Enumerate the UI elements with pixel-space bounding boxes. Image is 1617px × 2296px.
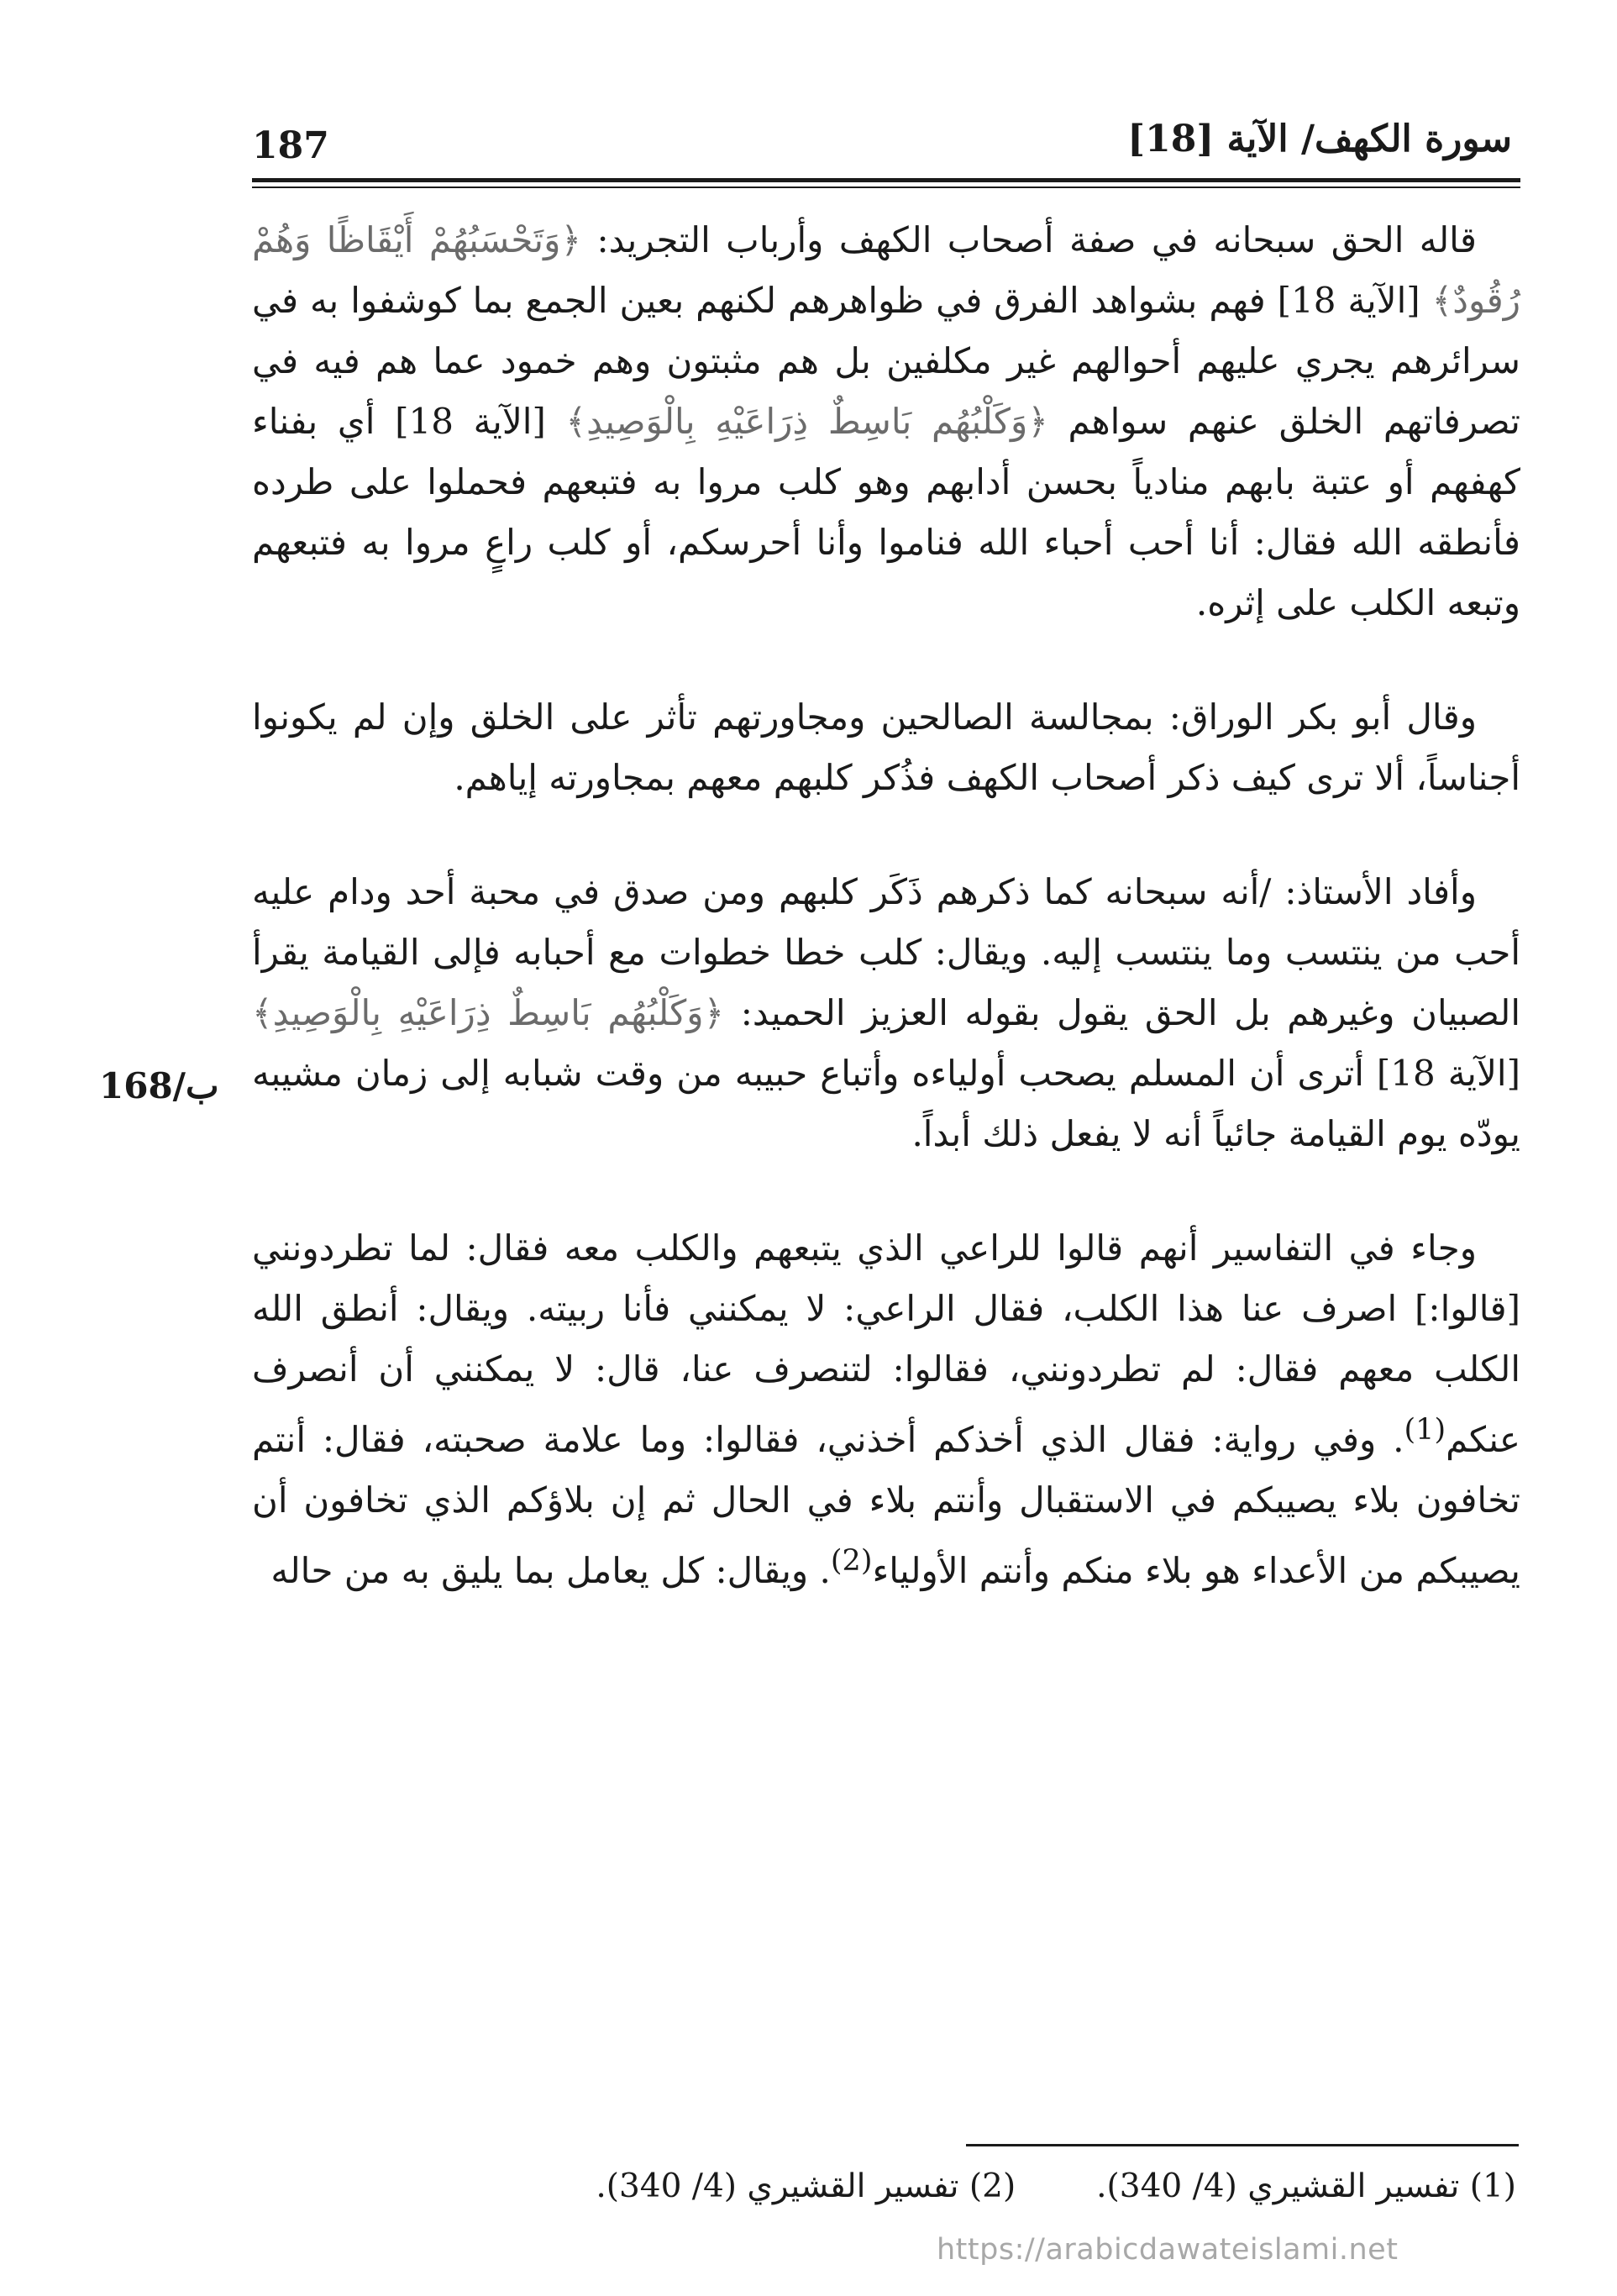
paragraph-text: [الآية 18] أي بفناء كهفهم أو عتبة بابهم منادياً بحسن أدابهم وهو كلب مروا به فتبعهم فحملوا على طرده فأنطقه الله فقال: أنا أحب أحباء الله فناموا وأنا أحرسكم، أو كلب راعٍ مروا به فتبعهم وتبعه الكلب على إثره.	[252, 401, 1520, 623]
paragraph-text: قاله الحق سبحانه في صفة أصحاب الكهف وأرباب التجريد:	[581, 219, 1477, 260]
manuscript-folio-marker: 168/ب	[99, 1065, 219, 1106]
header-rule-thin	[252, 187, 1520, 188]
footnote-separator	[966, 2144, 1519, 2146]
footnote-2: (2) تفسير القشيري (4/ 340).	[596, 2167, 1016, 2205]
footnote-ref[interactable]: (1)	[1404, 1413, 1446, 1447]
footnote-ref[interactable]: (2)	[830, 1544, 873, 1578]
quran-verse: ﴿وَكَلْبُهُم بَاسِطٌ ذِرَاعَيْهِ بِالْوَصِيدِ﴾	[565, 401, 1048, 442]
source-watermark-url: https://arabicdawateislami.net	[937, 2233, 1399, 2267]
paragraph-text: وأفاد الأستاذ: /أنه سبحانه كما ذكرهم ذَكَر كلبهم ومن صدق في محبة أحد ودام عليه أحب من ينتسب وما ينتسب إليه. ويقال: كلب خطا خطوات مع أحبابه فإلى القيامة يقرأ الصبيان وغيرهم بل الحق يقول بقوله العزيز الحميد:	[252, 871, 1520, 1033]
header-rule-thick	[252, 178, 1520, 182]
footnotes	[596, 2167, 1516, 2205]
running-header-title: سورة الكهف/ الآية [18]	[1127, 118, 1512, 160]
quran-verse: ﴿وَتَحْسَبُهُمْ أَيْقَاظًا وَهُمْ رُقُودٌ﴾	[252, 219, 1520, 321]
paragraph-text: وقال أبو بكر الوراق: بمجالسة الصالحين ومجاورتهم تأثر على الخلق وإن لم يكونوا أجناساً، ألا ترى كيف ذكر أصحاب الكهف فذُكر كلبهم معهم بمجاورته إياهم.	[252, 696, 1520, 798]
main-text-body	[252, 210, 1520, 1655]
paragraph-text: . وفي رواية: فقال الذي أخذكم أخذني، فقالوا: وما علامة صحبته، فقال: أنتم تخافون بلاء يصيبكم في الاستقبال وأنتم بلاء في الحال ثم إن بلاؤكم الذي تخافون أن يصيبكم من الأعداء هو بلاء منكم وأنتم الأولياء	[252, 1419, 1520, 1591]
quran-verse: ﴿وَكَلْبُهُم بَاسِطٌ ذِرَاعَيْهِ بِالْوَصِيدِ﴾	[252, 992, 725, 1033]
footnote-1: (1) تفسير القشيري (4/ 340).	[1096, 2167, 1516, 2205]
paragraph-text: [الآية 18] أترى أن المسلم يصحب أولياءه وأتباع حبيبه من وقت شبابه إلى زمان مشيبه يودّه يوم القيامة جائياً أنه لا يفعل ذلك أبداً.	[252, 1053, 1520, 1154]
paragraph-1	[252, 210, 1520, 633]
paragraph-4	[252, 1218, 1520, 1601]
paragraph-text: . ويقال: كل يعامل بما يليق به من حاله	[270, 1550, 831, 1591]
paragraph-3	[252, 862, 1520, 1164]
paragraph-text: [الآية 18] فهم بشواهد الفرق في ظواهرهم لكنهم بعين الجمع بما كوشفوا به في سرائرهم يجري عليهم أحوالهم غير مكلفين بل هم مثبتون وهم خمود عما هم فيه في تصرفاتهم الخلق عنهم سواهم	[252, 280, 1520, 442]
paragraph-text: وجاء في التفاسير أنهم قالوا للراعي الذي يتبعهم والكلب معه فقال: لما تطردونني [قالوا:] اصرف عنا هذا الكلب، فقال الراعي: لا يمكنني فأنا ربيته. ويقال: أنطق الله الكلب معهم فقال: لم تطردونني، فقالوا: لتنصرف عنا، قال: لا يمكنني أن أنصرف عنكم	[252, 1227, 1520, 1460]
paragraph-2	[252, 687, 1520, 808]
page-number: 187	[252, 124, 329, 167]
